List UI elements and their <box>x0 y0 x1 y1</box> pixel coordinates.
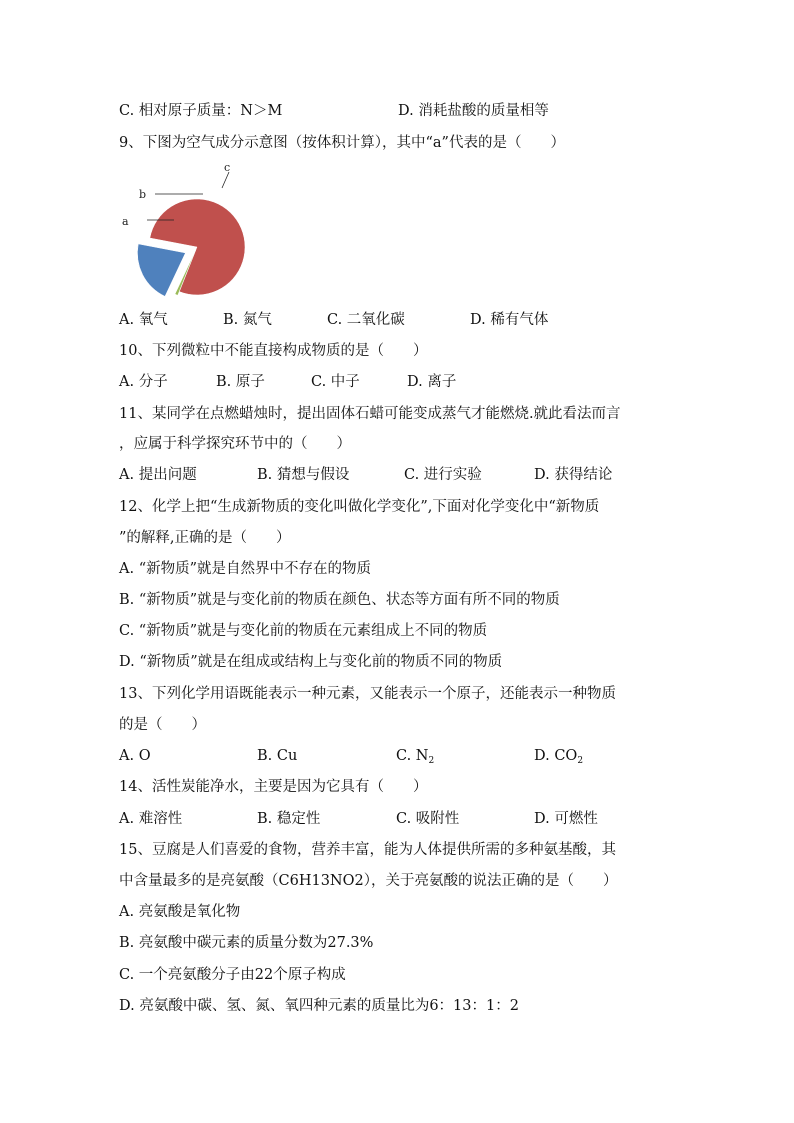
q8-option-c: C. 相对原子质量：N＞M <box>119 103 283 119</box>
q13-option-a: A. O <box>119 748 151 764</box>
q11-option-d: D. 获得结论 <box>534 467 613 483</box>
q13-option-c <box>396 746 434 771</box>
q12-option-c: C. “新物质”就是与变化前的物质在元素组成上不同的物质 <box>119 623 488 639</box>
q15-stem-line2: 中含量最多的是亮氨酸（C6H13NO2），关于亮氨酸的说法正确的是（ ） <box>119 873 618 889</box>
q14-option-b: B. 稳定性 <box>257 811 321 827</box>
q12-option-b: B. “新物质”就是与变化前的物质在颜色、状态等方面有所不同的物质 <box>119 592 560 608</box>
label-c: c <box>224 161 231 174</box>
q15-option-c: C. 一个亮氨酸分子由22个原子构成 <box>119 967 346 983</box>
q14-option-c: C. 吸附性 <box>396 811 460 827</box>
q13-option-b: B. Cu <box>257 748 298 764</box>
q8-option-d: D. 消耗盐酸的质量相等 <box>398 103 549 119</box>
air-composition-pie-chart <box>119 158 269 304</box>
q10-option-a: A. 分子 <box>119 374 168 390</box>
q12-option-d: D. “新物质”就是在组成或结构上与变化前的物质不同的物质 <box>119 654 503 670</box>
q9-option-c: C. 二氧化碳 <box>327 312 405 328</box>
q9-option-a: A. 氧气 <box>119 312 168 328</box>
label-b: b <box>139 188 147 201</box>
q9-option-d: D. 稀有气体 <box>470 312 549 328</box>
q12-stem-line1: 12、化学上把“生成新物质的变化叫做化学变化”,下面对化学变化中“新物质 <box>119 499 600 515</box>
q12-option-a: A. “新物质”就是自然界中不存在的物质 <box>119 561 372 577</box>
q13-option-d <box>534 746 583 771</box>
q11-option-c: C. 进行实验 <box>404 467 482 483</box>
q13-option-d-subscript: 2 <box>577 756 584 766</box>
q11-option-b: B. 猜想与假设 <box>257 467 350 483</box>
q10-option-d: D. 离子 <box>407 374 457 390</box>
q9-stem: 9、下图为空气成分示意图（按体积计算），其中“a”代表的是（ ） <box>119 135 565 151</box>
q10-option-b: B. 原子 <box>216 374 265 390</box>
q14-option-d: D. 可燃性 <box>534 811 598 827</box>
q10-stem: 10、下列微粒中不能直接构成物质的是（ ） <box>119 343 428 359</box>
q15-stem-line1: 15、豆腐是人们喜爱的食物，营养丰富，能为人体提供所需的多种氨基酸，其 <box>119 842 616 858</box>
q10-option-c: C. 中子 <box>311 374 360 390</box>
q11-stem-line2: ，应属于科学探究环节中的（ ） <box>119 436 351 452</box>
q12-stem-line2: ”的解释,正确的是（ ） <box>119 530 291 546</box>
q11-option-a: A. 提出问题 <box>119 467 197 483</box>
q13-option-d-text: D. CO <box>534 748 578 764</box>
q15-option-b: B. 亮氨酸中碳元素的质量分数为27.3% <box>119 935 374 951</box>
q14-option-a: A. 难溶性 <box>119 811 183 827</box>
q14-stem: 14、活性炭能净水，主要是因为它具有（ ） <box>119 779 428 795</box>
label-a: a <box>122 215 129 228</box>
q13-stem-line2: 的是（ ） <box>119 717 206 733</box>
label-c-leader <box>222 172 229 188</box>
q15-option-d: D. 亮氨酸中碳、氢、氮、氧四种元素的质量比为6：13：1：2 <box>119 998 519 1014</box>
q15-option-a: A. 亮氨酸是氧化物 <box>119 904 241 920</box>
q11-stem-line1: 11、某同学在点燃蜡烛时，提出固体石蜡可能变成蒸气才能燃烧.就此看法而言 <box>119 406 621 422</box>
q13-option-c-text: C. N <box>396 748 429 764</box>
q13-stem-line1: 13、下列化学用语既能表示一种元素，又能表示一个原子，还能表示一种物质 <box>119 686 616 702</box>
q9-option-b: B. 氮气 <box>223 312 272 328</box>
q13-option-c-subscript: 2 <box>428 756 435 766</box>
